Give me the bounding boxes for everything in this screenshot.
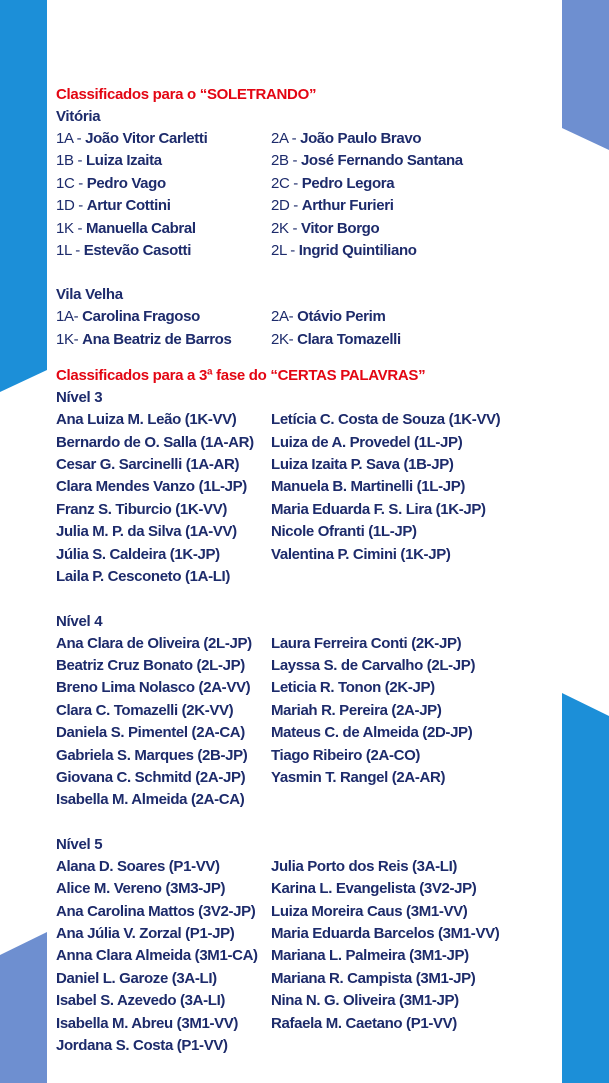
entry bbox=[271, 329, 571, 351]
entry bbox=[271, 173, 571, 195]
level-entries bbox=[56, 409, 566, 588]
entry: Giovana C. Schmitd (2A-JP) bbox=[56, 768, 246, 786]
entry bbox=[271, 218, 571, 240]
entry: Manuela B. Martinelli (1L-JP) bbox=[271, 478, 466, 496]
entry: Clara Mendes Vanzo (1L-JP) bbox=[56, 478, 247, 496]
entry-name: João Paulo Bravo bbox=[300, 130, 422, 147]
left-bright-band bbox=[0, 0, 47, 392]
group-entries bbox=[56, 306, 566, 351]
entry-name: José Fernando Santana bbox=[300, 152, 463, 170]
entry bbox=[56, 195, 271, 217]
entry: Laila P. Cesconeto (1A-LI) bbox=[56, 568, 230, 586]
entry bbox=[271, 566, 571, 588]
entry bbox=[271, 128, 571, 150]
entry bbox=[271, 150, 571, 172]
entry-code: 1K - bbox=[56, 219, 86, 237]
entry: Ana Luiza M. Leão (1K-VV) bbox=[56, 411, 237, 429]
entry-code: 2K - bbox=[271, 219, 301, 237]
entry bbox=[56, 306, 271, 328]
entry: Franz S. Tiburcio (1K-VV) bbox=[56, 500, 227, 518]
entry: Alana D. Soares (P1-VV) bbox=[56, 857, 220, 875]
entry: Julia Porto dos Reis (3A-LI) bbox=[271, 857, 458, 875]
entry: Mateus C. de Almeida (2D-JP) bbox=[271, 724, 473, 742]
entry-name: Otávio Perim bbox=[297, 308, 386, 326]
results-document bbox=[56, 84, 566, 1057]
entry-code: 1A - bbox=[56, 130, 86, 147]
entry: Daniela S. Pimentel (2A-CA) bbox=[56, 724, 245, 742]
entry-code: 1L - bbox=[56, 242, 84, 260]
level-entries bbox=[56, 633, 566, 812]
entry bbox=[271, 240, 571, 262]
certas-palavras-heading: Classificados para a 3ª fase do “CERTAS PALAVRAS” bbox=[56, 367, 426, 385]
level-title: Nível 5 bbox=[56, 835, 103, 853]
left-periwinkle-band bbox=[0, 932, 47, 1083]
entry: Mariah R. Pereira (2A-JP) bbox=[271, 701, 442, 719]
level-title: Nível 4 bbox=[56, 612, 103, 630]
entry bbox=[271, 195, 571, 217]
entry: Ana Júlia V. Zorzal (P1-JP) bbox=[56, 924, 235, 942]
entry: Isabella M. Abreu (3M1-VV) bbox=[56, 1014, 239, 1032]
entry: Daniel L. Garoze (3A-LI) bbox=[56, 969, 217, 987]
level-spacer bbox=[56, 589, 566, 611]
entry: Nina N. G. Oliveira (3M1-JP) bbox=[271, 992, 459, 1010]
entry: Breno Lima Nolasco (2A-VV) bbox=[56, 679, 251, 697]
soletrando-section bbox=[56, 106, 566, 351]
entry bbox=[56, 240, 271, 262]
entry: Ana Carolina Mattos (3V2-JP) bbox=[56, 902, 256, 920]
entry bbox=[56, 173, 271, 195]
entry: Jordana S. Costa (P1-VV) bbox=[56, 1037, 228, 1054]
entry: Laura Ferreira Conti (2K-JP) bbox=[271, 634, 462, 652]
entry: Rafaela M. Caetano (P1-VV) bbox=[271, 1014, 457, 1032]
entry-name: Pedro Vago bbox=[86, 174, 166, 192]
entry: Letícia C. Costa de Souza (1K-VV) bbox=[271, 411, 501, 429]
entry-code: 1B - bbox=[56, 152, 86, 170]
entry: Gabriela S. Marques (2B-JP) bbox=[56, 746, 248, 764]
entry-name: Manuella Cabral bbox=[85, 219, 196, 237]
entry-name: Artur Cottini bbox=[86, 197, 171, 215]
entry: Isabel S. Azevedo (3A-LI) bbox=[56, 992, 226, 1010]
entry: Luiza Moreira Caus (3M1-VV) bbox=[271, 902, 468, 920]
entry-code: 2D - bbox=[271, 197, 302, 215]
entry: Mariana R. Campista (3M1-JP) bbox=[271, 969, 476, 987]
entry: Beatriz Cruz Bonato (2L-JP) bbox=[56, 656, 245, 674]
soletrando-heading: Classificados para o “SOLETRANDO” bbox=[56, 86, 317, 103]
entry: Clara C. Tomazelli (2K-VV) bbox=[56, 701, 234, 719]
entry-code: 1A- bbox=[56, 308, 83, 326]
entry-code: 1C - bbox=[56, 174, 87, 192]
level-spacer bbox=[56, 812, 566, 834]
entry: Maria Eduarda F. S. Lira (1K-JP) bbox=[271, 500, 486, 518]
entry: Júlia S. Caldeira (1K-JP) bbox=[56, 545, 220, 563]
entry: Luiza de A. Provedel (1L-JP) bbox=[271, 433, 463, 451]
entry: Nicole Ofranti (1L-JP) bbox=[271, 523, 417, 541]
entry: Karina L. Evangelista (3V2-JP) bbox=[271, 880, 477, 898]
entry-name: Ana Beatriz de Barros bbox=[82, 330, 232, 348]
entry-name: João Vitor Carletti bbox=[85, 130, 208, 147]
certas-palavras-section bbox=[56, 387, 566, 1057]
entry-name: Vitor Borgo bbox=[300, 219, 380, 237]
entry bbox=[56, 128, 271, 150]
entry-name: Pedro Legora bbox=[301, 174, 395, 192]
group-title: Vila Velha bbox=[56, 286, 123, 304]
level-entries bbox=[56, 856, 566, 1058]
entry bbox=[271, 306, 571, 328]
entry bbox=[56, 218, 271, 240]
entry: Maria Eduarda Barcelos (3M1-VV) bbox=[271, 924, 500, 942]
entry: Layssa S. de Carvalho (2L-JP) bbox=[271, 656, 476, 674]
entry-name: Clara Tomazelli bbox=[297, 330, 401, 348]
entry-name: Arthur Furieri bbox=[301, 197, 394, 215]
entry: Julia M. P. da Silva (1A-VV) bbox=[56, 523, 237, 541]
entry-code: 2A- bbox=[271, 308, 298, 326]
entry bbox=[56, 329, 271, 351]
entry: Alice M. Vereno (3M3-JP) bbox=[56, 880, 226, 898]
entry-code: 1K- bbox=[56, 330, 83, 348]
entry bbox=[271, 789, 571, 811]
entry: Cesar G. Sarcinelli (1A-AR) bbox=[56, 456, 240, 474]
entry: Luiza Izaita P. Sava (1B-JP) bbox=[271, 456, 454, 474]
entry: Mariana L. Palmeira (3M1-JP) bbox=[271, 947, 469, 965]
entry-name: Luiza Izaita bbox=[85, 152, 162, 170]
entry bbox=[56, 150, 271, 172]
entry-code: 1D - bbox=[56, 197, 87, 215]
entry-code: 2L - bbox=[271, 242, 299, 260]
level-title: Nível 3 bbox=[56, 389, 103, 407]
entry bbox=[271, 1035, 571, 1057]
entry: Leticia R. Tonon (2K-JP) bbox=[271, 679, 435, 697]
entry-code: 2K- bbox=[271, 330, 298, 348]
group-entries bbox=[56, 128, 566, 262]
entry: Valentina P. Cimini (1K-JP) bbox=[271, 545, 451, 563]
entry-code: 2B - bbox=[271, 152, 301, 170]
entry-name: Estevão Casotti bbox=[83, 242, 192, 260]
entry-code: 2C - bbox=[271, 174, 302, 192]
entry: Tiago Ribeiro (2A-CO) bbox=[271, 746, 421, 764]
entry: Yasmin T. Rangel (2A-AR) bbox=[271, 768, 446, 786]
entry-name: Carolina Fragoso bbox=[82, 308, 200, 326]
entry: Bernardo de O. Salla (1A-AR) bbox=[56, 433, 254, 451]
group-title: Vitória bbox=[56, 108, 101, 125]
entry: Anna Clara Almeida (3M1-CA) bbox=[56, 947, 258, 965]
entry: Ana Clara de Oliveira (2L-JP) bbox=[56, 634, 252, 652]
group-spacer bbox=[56, 262, 566, 284]
entry-name: Ingrid Quintiliano bbox=[298, 242, 417, 260]
entry-code: 2A - bbox=[271, 130, 301, 147]
entry: Isabella M. Almeida (2A-CA) bbox=[56, 791, 245, 809]
